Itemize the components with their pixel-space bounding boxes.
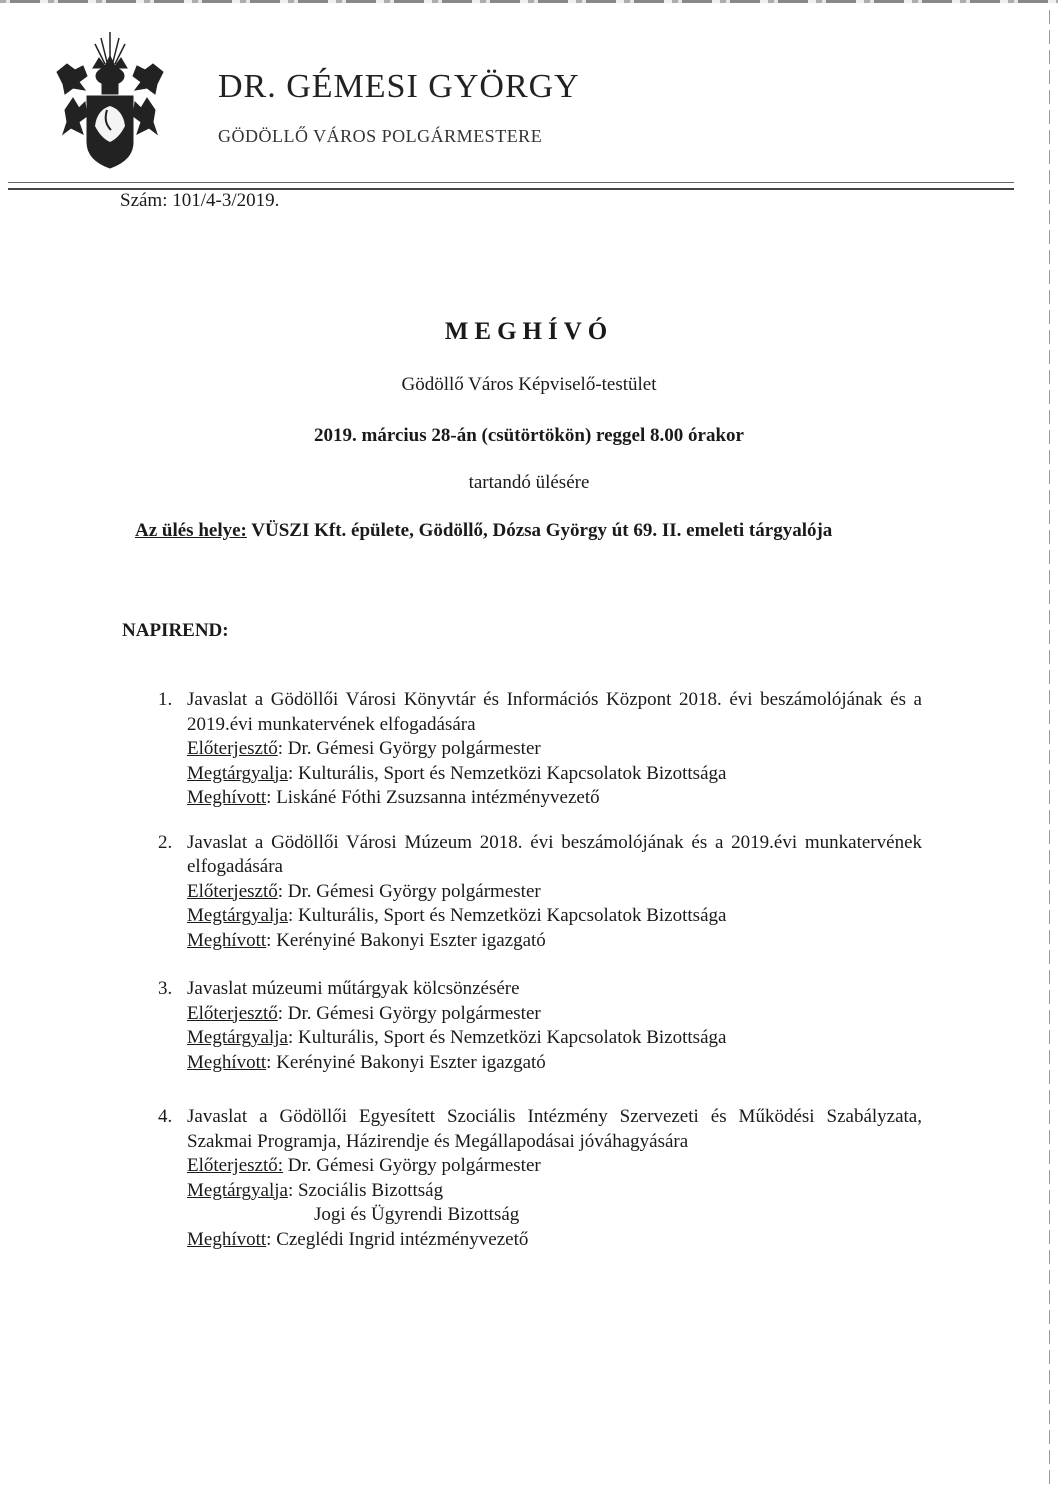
scan-top-edge <box>0 0 1058 3</box>
reference-number: Szám: 101/4-3/2019. <box>120 190 280 211</box>
letterhead-subtitle: GÖDÖLLŐ VÁROS POLGÁRMESTERE <box>218 126 543 146</box>
venue-label: Az ülés helye: <box>135 520 247 541</box>
meeting-venue <box>135 520 832 542</box>
invited-value: : Kerényiné Bakonyi Eszter igazgató <box>266 929 546 951</box>
meeting-datetime: 2019. március 28-án (csütörtökön) reggel 8.00 órakor <box>314 425 744 446</box>
presenter-label: Előterjesztő <box>187 1002 278 1024</box>
agenda-item-discussed <box>187 904 922 929</box>
agenda-item-number: 4. <box>158 1106 173 1127</box>
discussed-value: : Kulturális, Sport és Nemzetközi Kapcsolatok Bizottsága <box>287 1027 727 1048</box>
agenda-item <box>150 1105 922 1252</box>
invited-value: : Kerényiné Bakonyi Eszter igazgató <box>266 1051 546 1073</box>
agenda-item-subject: Javaslat a Gödöllői Városi Múzeum 2018. évi beszámolójának és a 2019.évi munkatervének elfogadására <box>187 831 922 877</box>
agenda-item-discussed-extra: Jogi és Ügyrendi Bizottság <box>314 1204 520 1225</box>
agenda-item-presenter <box>187 1002 922 1027</box>
venue-value: VÜSZI Kft. épülete, Gödöllő, Dózsa György út 69. II. emeleti tárgyalója <box>246 520 833 541</box>
agenda-item-discussed <box>187 1026 922 1051</box>
agenda-item-discussed <box>187 762 922 787</box>
invited-value: : Czeglédi Ingrid intézményvezető <box>266 1228 529 1250</box>
presenter-label: Előterjesztő <box>187 738 278 759</box>
agenda-item-number: 1. <box>158 689 173 710</box>
scan-right-edge <box>1049 10 1050 1490</box>
invited-label: Meghívott <box>187 1051 267 1073</box>
presenter-label: Előterjesztő <box>187 880 278 902</box>
invited-label: Meghívott <box>187 1228 267 1250</box>
discussed-value: : Szociális Bizottság <box>287 1179 444 1201</box>
invitation-body: Gödöllő Város Képviselő-testület <box>401 374 657 395</box>
discussed-label: Megtárgyalja <box>187 1179 288 1201</box>
invited-label: Meghívott <box>187 787 267 808</box>
presenter-value: : Dr. Gémesi György polgármester <box>277 738 541 759</box>
discussed-label: Megtárgyalja <box>187 1027 288 1048</box>
agenda-list <box>150 688 922 1272</box>
discussed-label: Megtárgyalja <box>187 905 288 926</box>
presenter-value: : Dr. Gémesi György polgármester <box>277 1002 541 1024</box>
agenda-item-invited <box>187 1228 922 1253</box>
agenda-heading: NAPIREND: <box>122 620 229 641</box>
agenda-item-number: 3. <box>158 978 173 999</box>
presenter-value: : Dr. Gémesi György polgármester <box>277 880 541 902</box>
agenda-item-discussed <box>187 1179 922 1204</box>
agenda-item-subject: Javaslat a Gödöllői Egyesített Szociális Intézmény Szervezeti és Működési Szabályzata, Szakmai Programja, Házirendje és Megállapodásai jóváhagyására <box>187 1106 922 1152</box>
coat-of-arms-icon <box>55 30 165 170</box>
document-title: MEGHÍVÓ <box>444 318 614 345</box>
agenda-item <box>150 688 922 811</box>
letterhead-divider <box>8 182 1014 190</box>
agenda-item-presenter <box>187 880 922 905</box>
agenda-item-invited <box>187 1051 922 1076</box>
invited-label: Meghívott <box>187 929 267 951</box>
letterhead-name: DR. GÉMESI GYÖRGY <box>218 68 580 105</box>
agenda-item-subject: Javaslat a Gödöllői Városi Könyvtár és Információs Központ 2018. évi beszámolójának és a 2019.évi munkatervének elfogadására <box>187 689 922 735</box>
invited-value: : Liskáné Fóthi Zsuzsanna intézményvezető <box>266 787 600 808</box>
agenda-item-invited <box>187 929 922 954</box>
presenter-value: Dr. Gémesi György polgármester <box>283 1155 541 1176</box>
agenda-item-presenter <box>187 1154 922 1179</box>
agenda-item <box>150 977 922 1075</box>
presenter-label: Előterjesztő: <box>187 1155 284 1176</box>
discussed-value: : Kulturális, Sport és Nemzetközi Kapcsolatok Bizottsága <box>287 905 727 926</box>
discussed-label: Megtárgyalja <box>187 762 288 784</box>
agenda-item-presenter <box>187 737 922 762</box>
agenda-item-invited <box>187 786 922 811</box>
meeting-purpose: tartandó ülésére <box>468 472 590 493</box>
agenda-item-number: 2. <box>158 831 173 853</box>
agenda-item-subject: Javaslat múzeumi műtárgyak kölcsönzésére <box>187 978 520 999</box>
discussed-value: : Kulturális, Sport és Nemzetközi Kapcsolatok Bizottsága <box>287 762 727 784</box>
agenda-item <box>150 831 922 954</box>
